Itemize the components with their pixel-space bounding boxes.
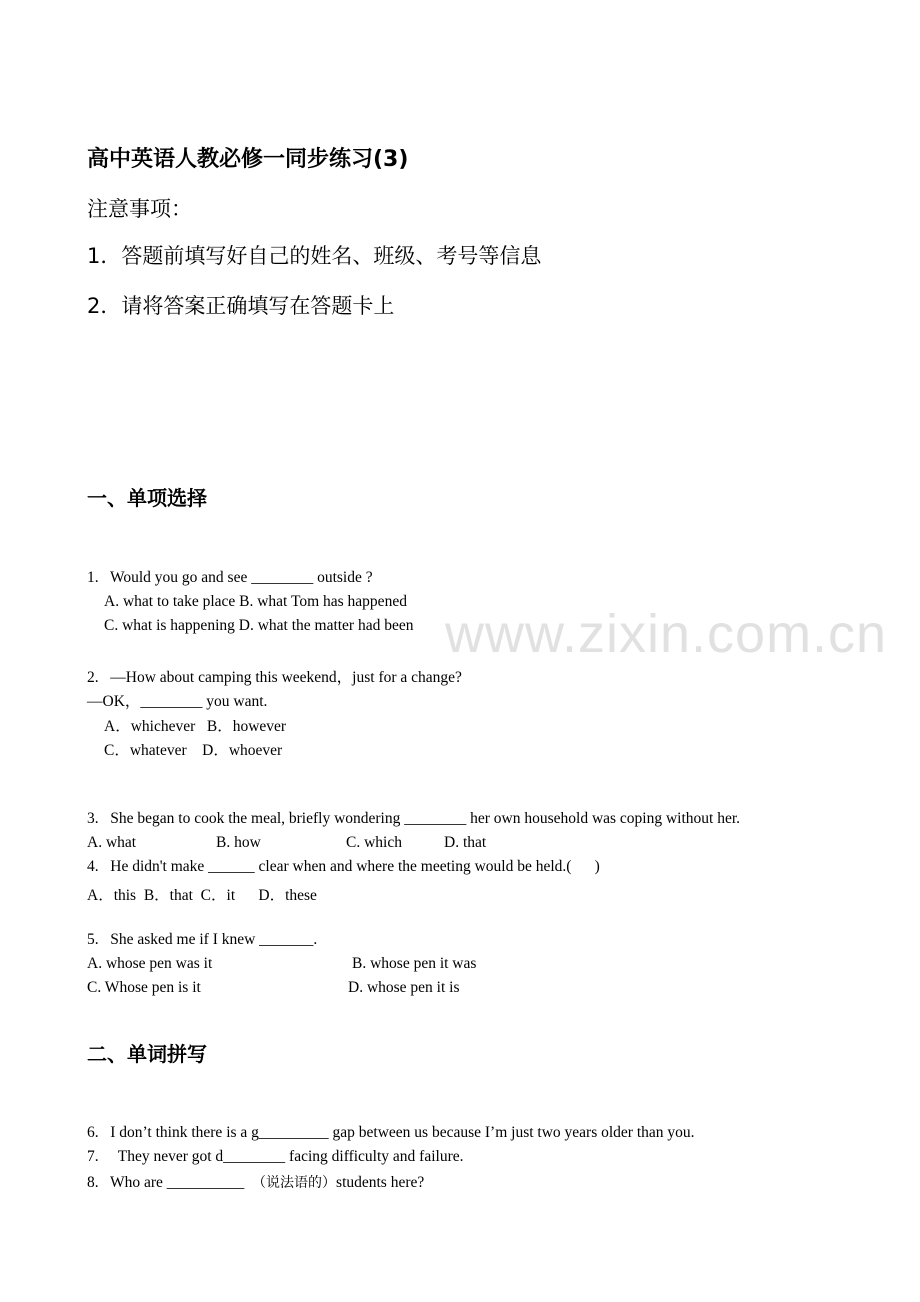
question-5-option-d: D. whose pen it is (348, 979, 460, 996)
section-heading-multiple-choice: 一、单项选择 (87, 486, 207, 510)
note-item-2: 2．请将答案正确填写在答题卡上 (87, 294, 395, 318)
question-6: 6. I don’t think there is a g_________ gap between us because I’m just two years older than you. (87, 1124, 695, 1141)
question-4-options: A．this B．that C．it D．these (87, 887, 317, 904)
question-8 (87, 1172, 424, 1192)
question-3-option-d: D. that (444, 834, 487, 851)
question-3-option-b: B. how (216, 834, 261, 851)
question-2-stem: 2. —How about camping this weekend，just for a change? (87, 669, 462, 686)
watermark: www.zixin.com.cn (445, 604, 888, 664)
question-8-prefix: 8. Who are __________ (87, 1174, 253, 1191)
notes-heading: 注意事项： (87, 197, 192, 221)
question-3-stem: 3. She began to cook the meal, briefly wondering ________ her own household was coping without her. (87, 810, 741, 827)
question-8-suffix: students here? (336, 1174, 425, 1191)
question-1-options-cd: C. what is happening D. what the matter had been (104, 617, 414, 634)
question-3-option-a: A. what (87, 834, 137, 851)
note-item-1: 1．答题前填写好自己的姓名、班级、考号等信息 (87, 244, 542, 268)
question-2-line2: —OK，________ you want. (87, 693, 268, 710)
question-5-option-b: B. whose pen it was (352, 955, 477, 972)
section-heading-spelling: 二、单词拼写 (87, 1042, 207, 1066)
page-title: 高中英语人教必修一同步练习(3) (87, 147, 409, 172)
question-4-stem: 4. He didn't make ______ clear when and where the meeting would be held.( ) (87, 858, 600, 875)
question-5-stem: 5. She asked me if I knew _______. (87, 931, 318, 948)
question-2-options-ab: A．whichever B．however (104, 718, 287, 735)
question-5-option-c: C. Whose pen is it (87, 979, 201, 996)
question-3-option-c: C. which (346, 834, 402, 851)
question-7: 7. They never got d________ facing difficulty and failure. (87, 1148, 464, 1165)
question-1-stem: 1. Would you go and see ________ outside ? (87, 569, 373, 586)
question-2-options-cd: C．whatever D．whoever (104, 742, 283, 759)
question-5-option-a: A. whose pen was it (87, 955, 213, 972)
question-8-hint: （说法语的） (252, 1175, 337, 1191)
question-1-options-ab: A. what to take place B. what Tom has happened (104, 593, 407, 610)
